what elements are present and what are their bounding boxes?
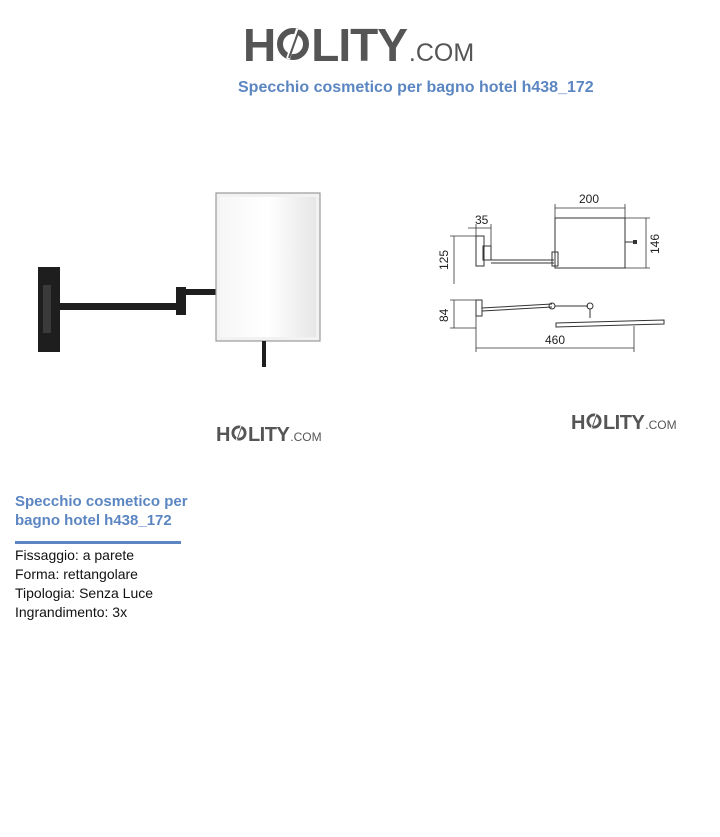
spec-item: Fissaggio: a parete bbox=[15, 547, 135, 563]
dim-125: 125 bbox=[437, 249, 451, 270]
brand-logo[interactable]: H LITY .COM bbox=[243, 19, 475, 71]
logo-mark-icon bbox=[230, 425, 248, 441]
brand-logo-small: H LITY .COM bbox=[571, 412, 677, 434]
dim-35: 35 bbox=[475, 213, 489, 227]
dim-460: 460 bbox=[545, 333, 566, 347]
spec-list bbox=[15, 546, 153, 622]
dim-84: 84 bbox=[437, 308, 451, 322]
page-title: Specchio cosmetico per bagno hotel h438_172 bbox=[238, 79, 594, 96]
spec-item: Tipologia: Senza Luce bbox=[15, 585, 154, 601]
dim-200: 200 bbox=[579, 192, 600, 206]
brand-logo-small: H LITY .COM bbox=[216, 424, 322, 446]
title-divider bbox=[15, 541, 181, 544]
spec-item: Ingrandimento: 3x bbox=[15, 604, 128, 620]
dimension-drawing bbox=[428, 188, 668, 363]
spec-item: Forma: rettangolare bbox=[15, 566, 138, 582]
dim-146: 146 bbox=[648, 233, 662, 254]
product-photo bbox=[30, 185, 330, 380]
logo-mark-icon bbox=[275, 27, 311, 61]
product-title: Specchio cosmetico per bagno hotel h438_172 bbox=[15, 493, 188, 529]
logo-mark-icon bbox=[585, 413, 603, 429]
